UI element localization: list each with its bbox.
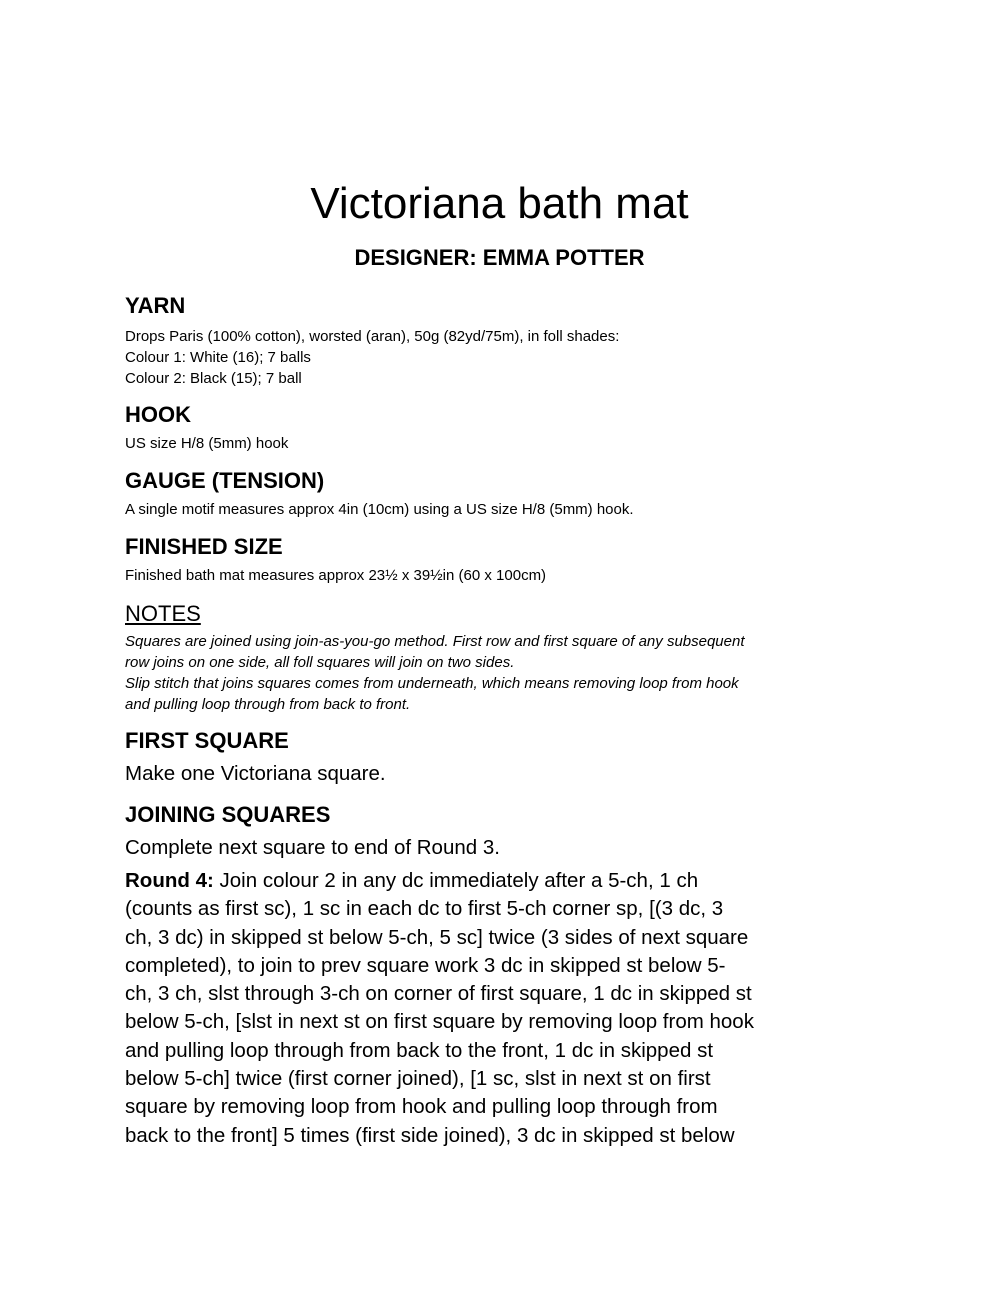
first-square-line: Make one Victoriana square. xyxy=(125,762,386,785)
round-4-line: ch, 3 dc) in skipped st below 5-ch, 5 sc] twice (3 sides of next square xyxy=(125,925,749,949)
notes-heading: NOTES xyxy=(125,601,201,626)
round-4-line: below 5-ch, [slst in next st on first square by removing loop from hook xyxy=(125,1010,754,1034)
finished-size-heading: FINISHED SIZE xyxy=(125,534,283,559)
joining-squares-intro: Complete next square to end of Round 3. xyxy=(125,836,500,859)
finished-size-line: Finished bath mat measures approx 23½ x 39½in (60 x 100cm) xyxy=(125,567,547,584)
document-title: Victoriana bath mat xyxy=(310,179,689,228)
hook-line: US size H/8 (5mm) hook xyxy=(125,435,289,452)
joining-squares-heading: JOINING SQUARES xyxy=(125,802,331,827)
yarn-line: Colour 2: Black (15); 7 ball xyxy=(125,370,302,387)
finished-size-details xyxy=(125,565,546,586)
yarn-line: Colour 1: White (16); 7 balls xyxy=(125,349,311,366)
notes-line: Squares are joined using join-as-you-go method. First row and first square of any subsequent xyxy=(125,633,745,650)
gauge-line: A single motif measures approx 4in (10cm) using a US size H/8 (5mm) hook. xyxy=(125,501,634,518)
round-4-line: (counts as first sc), 1 sc in each dc to first 5-ch corner sp, [(3 dc, 3 xyxy=(125,897,724,921)
gauge-heading: GAUGE (TENSION) xyxy=(125,468,325,493)
round-4-first-line xyxy=(125,867,754,895)
notes-line: Slip stitch that joins squares comes from underneath, which means removing loop from hook xyxy=(125,675,739,692)
hook-details xyxy=(125,433,288,454)
yarn-details xyxy=(125,326,619,389)
round-4-line: square by removing loop from hook and pulling loop through from xyxy=(125,1095,718,1119)
round-4-instructions xyxy=(125,867,754,1150)
first-square-heading: FIRST SQUARE xyxy=(125,728,289,753)
round-4-line: back to the front] 5 times (first side joined), 3 dc in skipped st below xyxy=(125,1123,735,1147)
notes-body xyxy=(125,631,745,715)
designer-credit: DESIGNER: EMMA POTTER xyxy=(354,245,645,270)
gauge-details xyxy=(125,499,634,520)
yarn-line: Drops Paris (100% cotton), worsted (aran), 50g (82yd/75m), in foll shades: xyxy=(125,328,620,345)
notes-line: and pulling loop through from back to front. xyxy=(125,696,411,713)
hook-heading: HOOK xyxy=(125,402,191,427)
round-label: Round 4: xyxy=(125,869,214,892)
yarn-heading: YARN xyxy=(125,293,186,318)
round-4-line: and pulling loop through from back to the front, 1 dc in skipped st xyxy=(125,1038,714,1062)
first-square-body xyxy=(125,760,386,788)
round-4-line: ch, 3 ch, slst through 3-ch on corner of first square, 1 dc in skipped st xyxy=(125,982,752,1006)
round-4-text: Join colour 2 in any dc immediately after a 5-ch, 1 ch xyxy=(213,869,699,892)
round-4-line: below 5-ch] twice (first corner joined), [1 sc, slst in next st on first xyxy=(125,1067,711,1091)
round-4-line: completed), to join to prev square work 3 dc in skipped st below 5- xyxy=(125,953,726,977)
notes-line: row joins on one side, all foll squares will join on two sides. xyxy=(125,654,515,671)
